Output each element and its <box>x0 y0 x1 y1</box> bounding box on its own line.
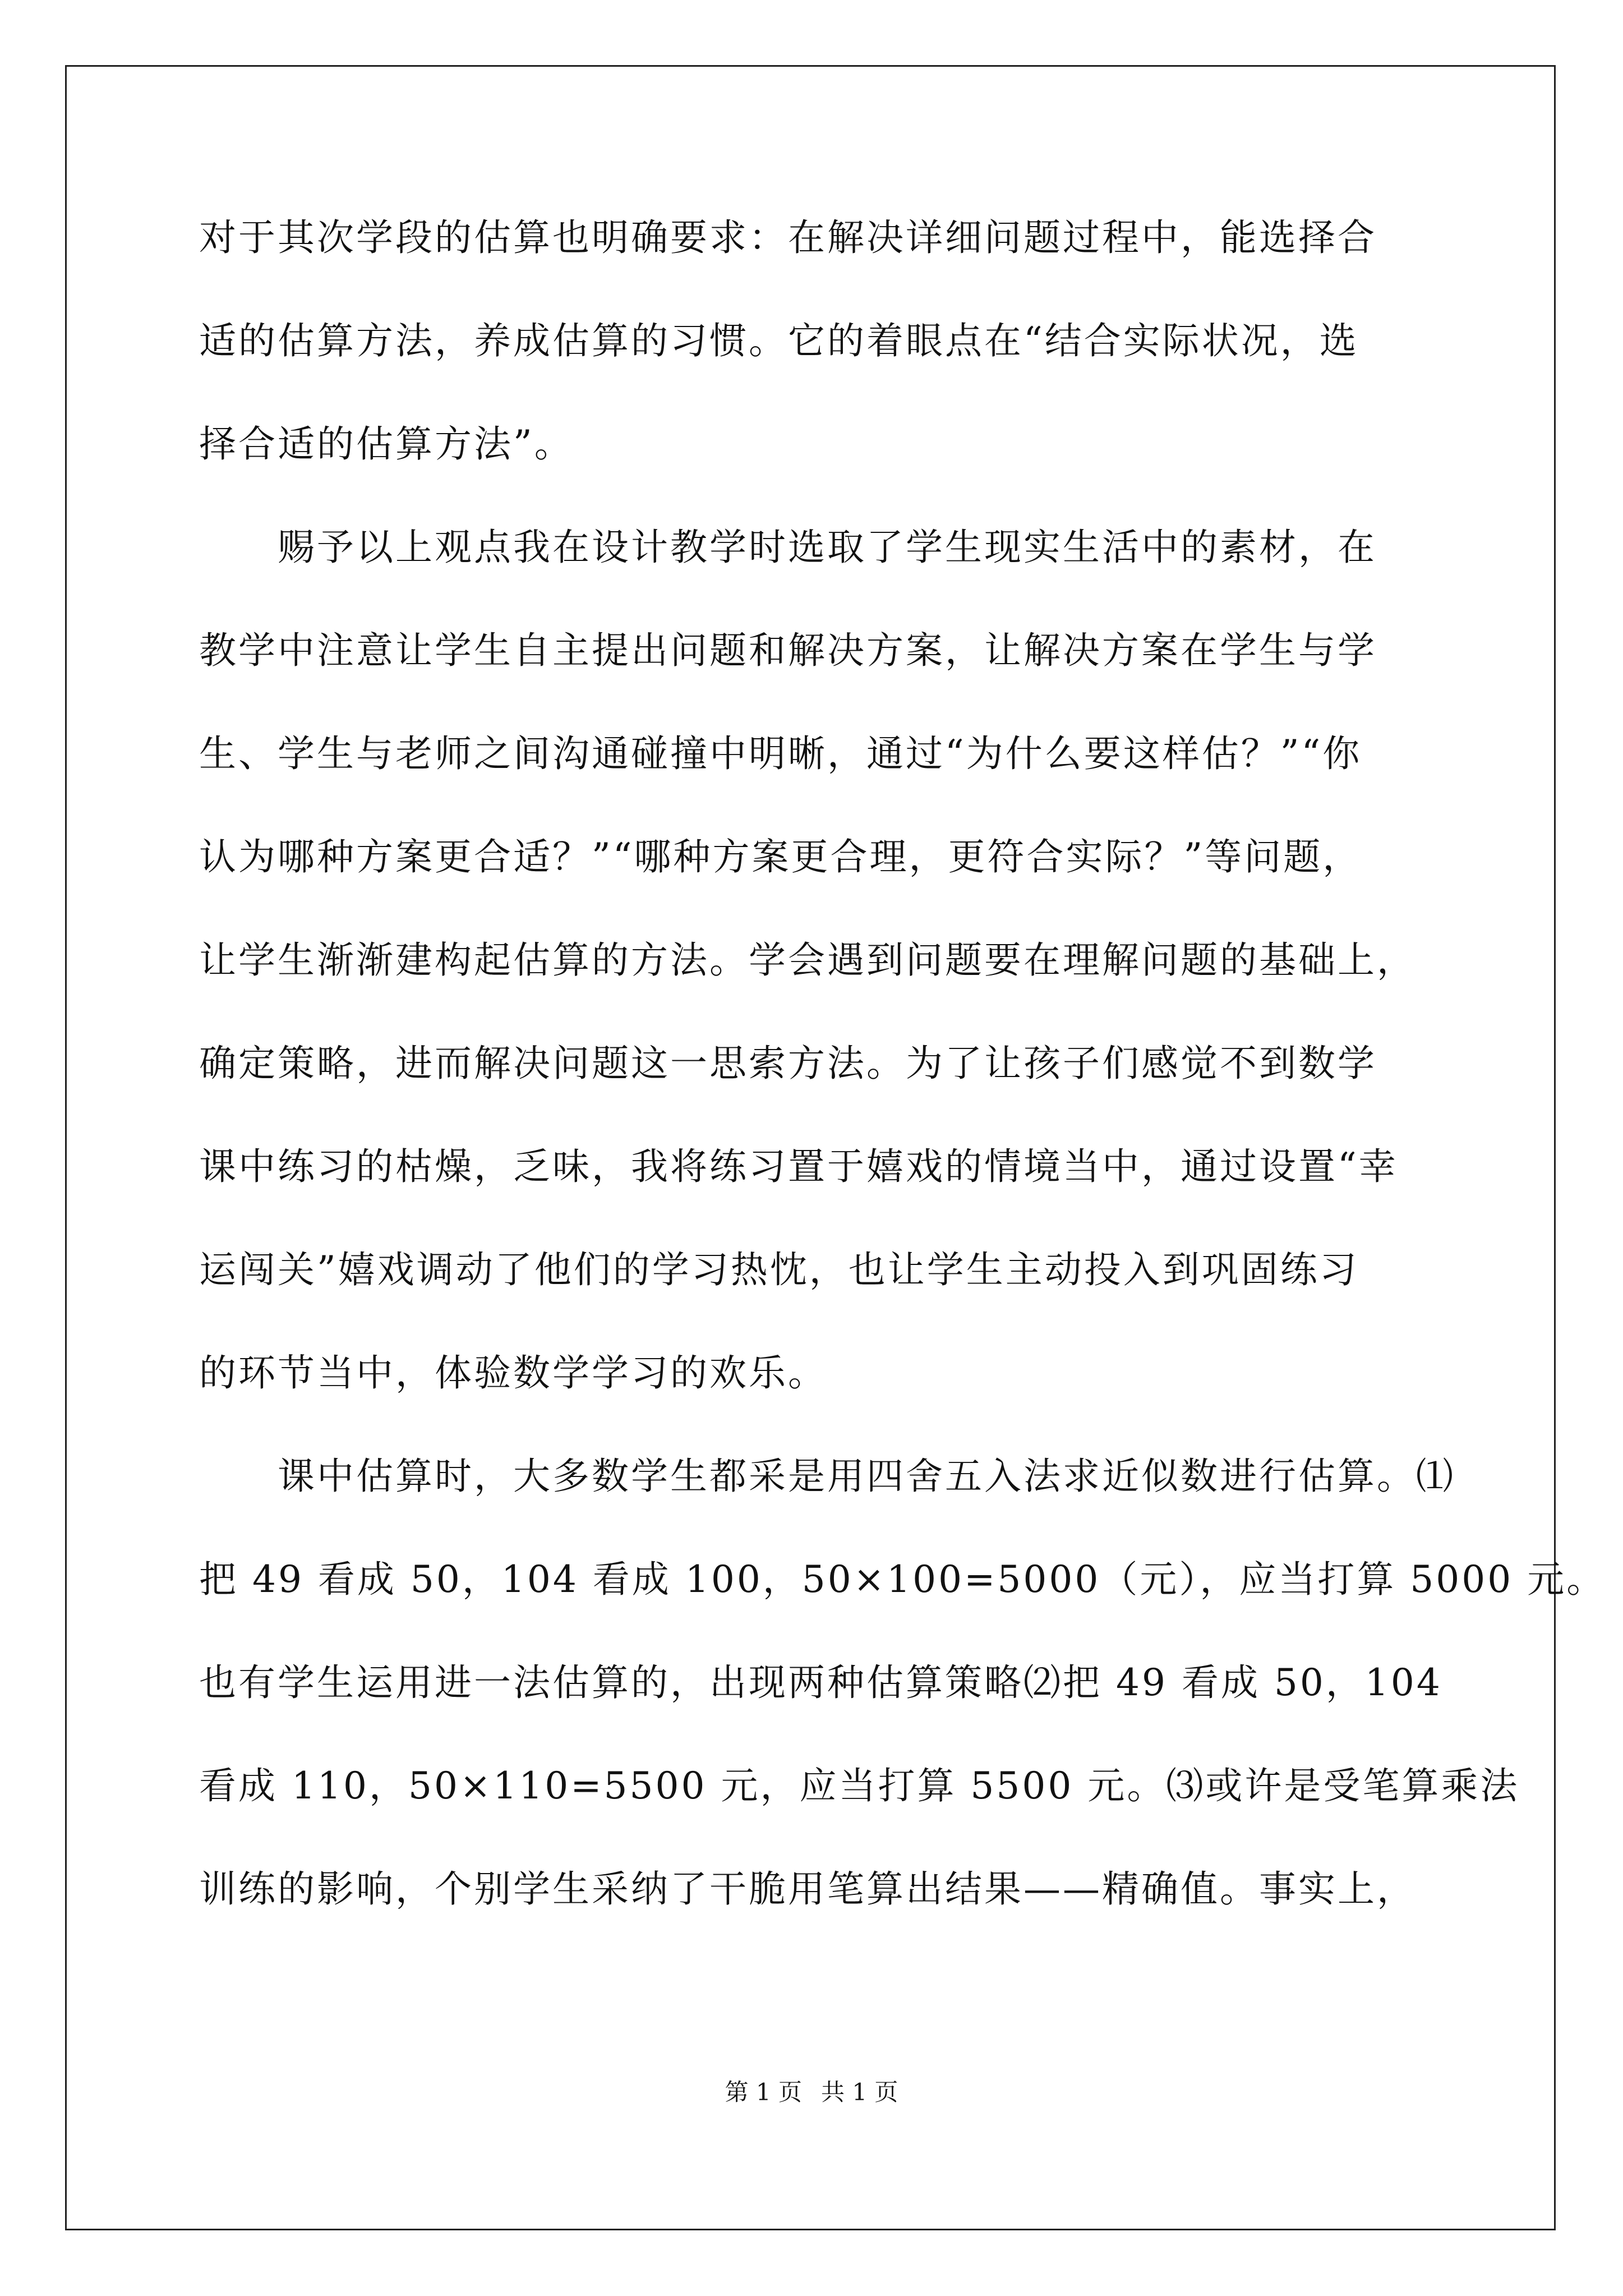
text-line: 择合适的估算方法”。 <box>199 422 574 466</box>
text-line: 确定策略，进而解决问题这一思索方法。为了让孩子们感觉不到数学 <box>199 1042 1377 1085</box>
text-line: 训练的影响，个别学生采纳了干脆用笔算出结果——精确值。事实上， <box>199 1867 1416 1911</box>
page-number: 第 1 页 <box>725 2078 802 2106</box>
text-line: 让学生渐渐建构起估算的方法。学会遇到问题要在理解问题的基础上， <box>199 938 1416 982</box>
text-line: 运闯关”嬉戏调动了他们的学习热忱，也让学生主动投入到巩固练习 <box>199 1248 1359 1291</box>
text-line: 赐予以上观点我在设计教学时选取了学生现实生活中的素材，在 <box>199 526 1377 569</box>
text-line: 对于其次学段的估算也明确要求：在解决详细问题过程中，能选择合 <box>199 216 1377 259</box>
text-line: 的环节当中，体验数学学习的欢乐。 <box>199 1351 827 1395</box>
page-total: 共 1 页 <box>821 2078 898 2106</box>
text-line: 把 49 看成 50，104 看成 100，50×100=5000（元），应当打算 5000 元。 <box>199 1558 1606 1601</box>
text-line: 也有学生运用进一法估算的，出现两种估算策略⑵把 49 看成 50，104 <box>199 1661 1442 1704</box>
text-line: 课中估算时，大多数学生都采是用四舍五入法求近似数进行估算。⑴ <box>199 1455 1455 1498</box>
text-line: 生、学生与老师之间沟通碰撞中明晰，通过“为什么要这样估？”“你 <box>199 732 1362 775</box>
page-footer <box>0 2077 1623 2108</box>
text-line: 认为哪种方案更合适？”“哪种方案更合理，更符合实际？”等问题， <box>199 835 1362 878</box>
text-line: 看成 110，50×110=5500 元，应当打算 5500 元。⑶或许是受笔算乘法 <box>199 1764 1520 1807</box>
text-line: 教学中注意让学生自主提出问题和解决方案，让解决方案在学生与学 <box>199 629 1377 672</box>
text-line: 课中练习的枯燥，乏味，我将练习置于嬉戏的情境当中，通过设置“幸 <box>199 1145 1398 1188</box>
text-line: 适的估算方法，养成估算的习惯。它的着眼点在“结合实际状况，选 <box>199 319 1359 362</box>
